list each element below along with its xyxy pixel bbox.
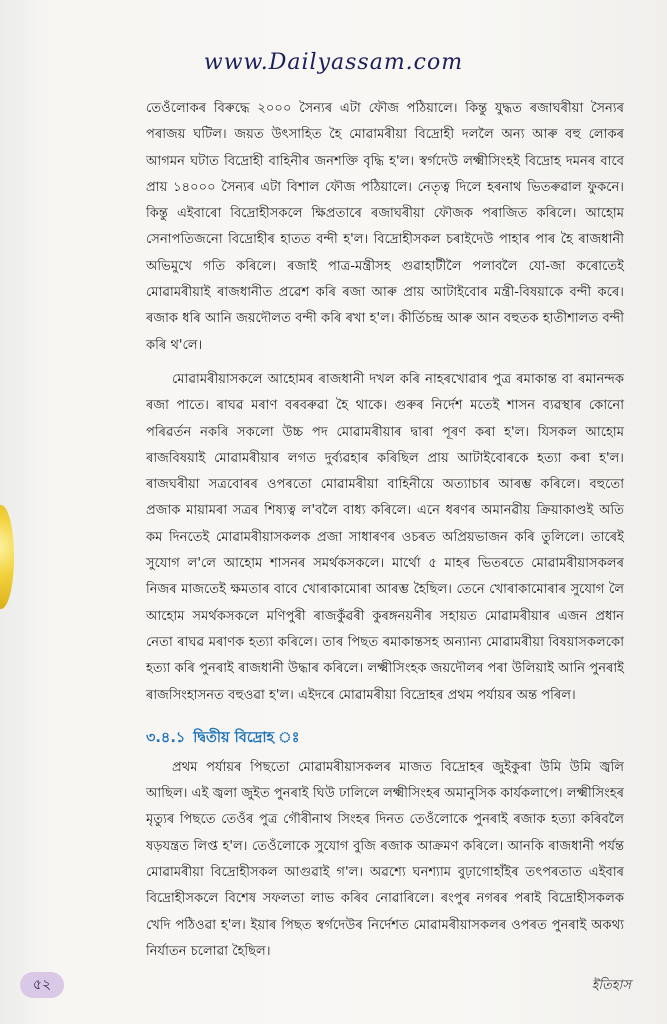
section-number: ৩.৪.১ <box>146 729 186 746</box>
page-stain <box>0 505 14 609</box>
page-number-badge: ৫২ <box>20 972 64 998</box>
paragraph-2: মোৱামৰীয়াসকলে আহোমৰ ৰাজধানী দখল কৰি নাহৰখোৱাৰ পুত্ৰ ৰমাকান্ত বা ৰমানন্দক ৰজা পাতে। ৰাঘৱ মৰাণ বৰবৰুৱা হৈ থাকে। গুৰুৰ নিৰ্দেশ মতেই শাসন ব্যৱস্থাৰ কোনো পৰিৱৰ্তন নকৰি সকলো উচ্চ পদ মোৱামৰীয়াৰ দ্বাৰা পূৰণ কৰা হ'ল। যিসকল আহোম ৰাজবিষয়াই মোৱামৰীয়াৰ লগত দুৰ্ব্যৱহাৰ কৰিছিল প্ৰায় আটাইবোৰকে হত্যা কৰা হ'ল। ৰাজঘৰীয়া সত্ৰবোৰৰ ওপৰতো মোৱামৰীয়া বাহিনীয়ে অত্যাচাৰ আৰম্ভ কৰিলে। বহুতো প্ৰজাক মায়ামৰা সত্ৰৰ শিষ্যত্ব ল'বলৈ বাধ্য কৰিলে। এনে ধৰণৰ অমানৱীয় ক্ৰিয়াকাণ্ডই অতি কম দিনতেই মোৱামৰীয়াসকলক প্ৰজা সাধাৰণৰ ওচৰত অপ্ৰিয়ভাজন কৰি তুলিলে। তাৰেই সুযোগ ল'লে আহোম শাসনৰ সমৰ্থকসকলে। মাৰ্থো ৫ মাহৰ ভিতৰতে মোৱামৰীয়াসকলৰ নিজৰ মাজতেই ক্ষমতাৰ বাবে খোৰাকামোৰা আৰম্ভ হৈছিল। তেনে খোৰাকামোৰাৰ সুযোগ লৈ আহোম সমৰ্থকসকলে মণিপুৰী ৰাজকুঁৱৰী কুৰঙ্গনয়নীৰ সহায়ত মোৱামৰীয়াৰ এজন প্ৰধান নেতা ৰাঘৱ মৰাণক হত্যা কৰিলে। তাৰ পিছত ৰমাকান্তসহ অন্যান্য মোৱামৰীয়া বিষয়াসকলকো হত্যা কৰি পুনৰাই ৰাজধানী উদ্ধাৰ কৰিলে। লক্ষ্মীসিংহক জয়দৌলৰ পৰা উলিয়াই আনি পুনৰাই ৰাজসিংহাসনত বহুওৱা হ'ল। এইদৰে মোৱামৰীয়া বিদ্ৰোহৰ প্ৰথম পৰ্যায়ৰ অন্ত পৰিল। <box>146 371 624 703</box>
paragraph-1: তেওঁলোকৰ বিৰুদ্ধে ২০০০ সৈন্যৰ এটা ফৌজ পঠিয়ালে। কিন্তু যুদ্ধত ৰজাঘৰীয়া সৈন্যৰ পৰাজয় ঘটিল। জয়ত উৎসাহিত হৈ মোৱামৰীয়া বিদ্ৰোহী দললৈ অন্য আৰু বহু লোকৰ আগমন ঘটাত বিদ্ৰোহী বাহিনীৰ জনশক্তি বৃদ্ধি হ'ল। স্বৰ্গদেউ লক্ষ্মীসিংহই বিদ্ৰোহ দমনৰ বাবে প্ৰায় ১৪০০০ সৈন্যৰ এটা বিশাল ফৌজ পঠিয়ালে। নেতৃত্ব দিলে হৰনাথ ভিতৰুৱাল ফুকনে। কিন্তু এইবাৰো বিদ্ৰোহীসকলে ক্ষিপ্ৰতাৰে ৰজাঘৰীয়া ফৌজক পৰাজিত কৰিলে। আহোম সেনাপতিজনো বিদ্ৰোহীৰ হাতত বন্দী হ'ল। বিদ্ৰোহীসকল চৰাইদেউ পাহাৰ পাৰ হৈ ৰাজধানী অভিমুখে গতি কৰিলে। ৰজাই পাত্ৰ-মন্ত্ৰীসহ গুৱাহাটীলৈ পলাবলৈ যো-জা কৰোতেই মোৱামৰীয়াই ৰাজধানীত প্ৰৱেশ কৰি ৰজা আৰু প্ৰায় আটাইবোৰ মন্ত্ৰী-বিষয়াকে বন্দী কৰে। ৰজাক ধৰি আনি জয়দৌলত বন্দী কৰি ৰখা হ'ল। কীৰ্তিচন্দ্ৰ আৰু আন বহুতক হাতীশালত বন্দী কৰি থ'লে। <box>146 101 624 353</box>
page-content <box>146 96 624 965</box>
paragraph-3: প্ৰথম পৰ্যায়ৰ পিছতো মোৱামৰীয়াসকলৰ মাজত বিদ্ৰোহৰ জুইকুৰা উমি উমি জ্বলি আছিল। এই জ্বলা জুইত পুনৰাই ঘিউ ঢালিলে লক্ষ্মীসিংহৰ অমানুসিক কাৰ্যকলাপে। লক্ষ্মীসিংহৰ মৃত্যুৰ পিছতে তেওঁৰ পুত্ৰ গৌৰীনাথ সিংহৰ দিনত তেওঁলোকে পুনৰাই ৰজাক হত্যা কৰিবলৈ ষড়যন্ত্ৰত লিপ্ত হ'ল। তেওঁলোকে সুযোগ বুজি ৰজাক আক্ৰমণ কৰিলে। আনকি ৰাজধানী পৰ্যন্ত মোৱামৰীয়া বিদ্ৰোহীসকল আগুৱাই গ'ল। অৱশ্যে ঘনশ্যাম বুঢ়াগোহাঁইৰ তৎপৰতাত এইবাৰ বিদ্ৰোহীসকলে বিশেষ সফলতা লাভ কৰিব নোৱাৰিলে। ৰংপুৰ নগৰৰ পৰাই বিদ্ৰোহীসকলক খেদি পঠিওৱা হ'ল। ইয়াৰ পিছত স্বৰ্গদেউৰ নিৰ্দেশত মোৱামৰীয়াসকলৰ ওপৰত পুনৰাই অকথ্য নিৰ্যাতন চলোৱা হৈছিল। <box>146 759 624 959</box>
watermark-url: www.Dailyassam.com <box>203 50 464 75</box>
section-title: দ্বিতীয় বিদ্ৰোহ ঃ <box>193 729 300 746</box>
subject-label: ইতিহাস <box>591 978 631 993</box>
section-heading <box>146 725 624 751</box>
